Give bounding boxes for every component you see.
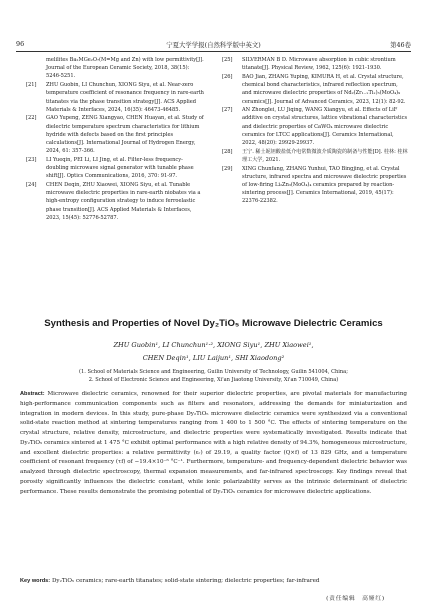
reference-text: AN Zhonglei, LU Jiqing, WANG Xiangyu, et al. Effects of LiF additive on crystal structures, lattice vibrational characteristics and dielectric properties of CaWO₄ microwave dielectric ceramics for LTCC applications[J]. Ceramics International, 2022, 48(20): 29929-29937. [242, 107, 408, 147]
reference-text: 王宁. 稀土铌钽酸盐低介电常数微波介质陶瓷的制备与性能[D]. 桂林: 桂林理工大学, 2021. [242, 148, 408, 163]
reference-number: [27] [222, 107, 233, 114]
reference-text: LI Yueqin, PEI Li, LI Jing, et al. Filter-less frequency-doubling microwave signal generator with tunable phase shift[J]. Optics Communications, 2016, 370: 91-97. [46, 156, 194, 180]
header-rule [16, 51, 411, 52]
page-number: 96 [16, 40, 25, 48]
reference-number: [24] [26, 182, 37, 189]
affiliation-1: (1. School of Materials Science and Engineering, Guilin University of Technology, Guilin 541004, China; [79, 369, 348, 375]
journal-title: 宁夏大学学报(自然科学版中英文) [166, 41, 261, 49]
references-left-column [26, 56, 204, 223]
reference-number: [25] [222, 57, 233, 63]
reference-number: [29] [222, 165, 233, 172]
reference-text: ZHU Guobin, LI Chunchun, XIONG Siyu, et al. Near-zero temperature coefficient of resonance frequency in rare-earth titanates via the phase transition strategy[J]. ACS Applied Materials & Interfaces, 2024, 16(35): 46473-46485. [46, 82, 204, 113]
reference-number: [23] [26, 156, 37, 163]
abstract [20, 390, 407, 497]
reference-entry [222, 165, 408, 206]
reference-text: XING Chunfang, ZHANG Yunhui, TAO Bingjing, et al. Crystal structure, infrared spectra and microwave dielectric properties of low-firing Li₂Zn₃(MoO₄)₄ ceramics prepared by reaction-sintering process[J]. Ceramics International, 2019, 45(17): 22376-22382. [242, 165, 407, 205]
reference-text: SILVERMAN B D. Microwave absorption in cubic strontium titanate[J]. Physical Review, 1962, 125(6): 1921-1930. [242, 57, 396, 72]
affiliations [16, 368, 411, 385]
reference-number: [28] [222, 148, 233, 155]
keywords [20, 577, 407, 586]
reference-entry [222, 148, 408, 164]
reference-text: CHEN Deqin, ZHU Xiaowei, XIONG Siyu, et al. Tunable microwave dielectric properties in rare-earth niobates via a high-entropy configuration strategy to induce ferroelastic phase transition[J]. ACS Applied Materials & Interfaces, 2023, 15(45): 52776-52787. [46, 182, 201, 221]
abstract-text: Microwave dielectric ceramics, renowned for their superior dielectric properties, are pivotal materials for manufacturing high-performance communication components such as filters and resonators, addressing the demands for miniaturization and integration in modern devices. In this study, pure-phase Dy₂TiO₅ microwave dielectric ceramics were synthesized via a conventional solid-state reaction method at sintering temperatures ranging from 1 400 to 1 500 °C. The effects of sintering temperature on the crystal structure, relative density, microstructure, and dielectric properties were systematically investigated. Results indicate that Dy₂TiO₅ ceramics sintered at 1 475 °C exhibit optimal performance with a high relative density of 94.3%, homogeneous microstructure, and excellent dielectric properties: a relative permittivity (εᵣ) of 29.19, a quality factor (Q×f) of 13 829 GHz, and a temperature coefficient of resonant frequency (τf) of −19.4×10⁻⁶ °C⁻¹. Furthermore, temperature- and frequency-dependent dielectric behavior was analyzed through dielectric spectroscopy, thermal expansion measurements, and far-infrared spectroscopy. Key findings reveal that porosity significantly influences the dielectric constant, while ionic polarizability serves as the intrinsic determinant of dielectric performance. These results demonstrate the promising potential of Dy₂TiO₅ ceramics for microwave dielectric applications. [20, 391, 408, 495]
reference-text: melilites Ba₂MGe₂O₇(M=Mg and Zn) with low permittivity[J]. Journal of the European Ceramic Society, 2018, 38(15): 5246-5251. [46, 57, 204, 80]
reference-entry [26, 81, 204, 114]
author-list [16, 339, 411, 364]
references-right-column [222, 56, 408, 206]
reference-entry [26, 56, 204, 81]
reference-number: [22] [26, 115, 37, 122]
keywords-label: Key words: [20, 578, 51, 584]
affiliation-2: 2. School of Electronic Science and Engineering, Xi'an Jiaotong University, Xi'an 710049, China) [88, 377, 339, 384]
authors-line-1: ZHU Guobin¹, LI Chunchun¹·², XIONG Siyu¹, ZHU Xiaowei¹, [113, 341, 314, 349]
reference-entry [26, 156, 204, 181]
reference-entry [222, 56, 408, 72]
reference-entry [222, 106, 408, 147]
abstract-label: Abstract: [20, 391, 45, 397]
reference-text: GAO Yupeng, ZENG Xiangyao, CHEN Huayan, et al. Study of dielectric temperature spectrum characteristics for lithium hydride with defects based on the first principles calculations[J]. International Journal of Hydrogen Energy, 2024, 61: 357-366. [46, 115, 204, 155]
paper-title: Synthesis and Properties of Novel Dy₂TiO₅ Microwave Dielectric Ceramics [44, 318, 383, 329]
reference-number: [21] [26, 82, 37, 89]
reference-text: BAO Jian, ZHANG Yuping, KIMURA H, et al. Crystal structure, chemical bond characteristics, infrared reflection spectrum, and microwave dielectric properties of Nd₂(Zr₁₋ₓTiₓ)₃(MoO₄)₉ ceramics[J]. Journal of Advanced Ceramics, 2023, 12(1): 82-92. [242, 73, 406, 105]
editor-note: (责任编辑 高娅红) [326, 596, 385, 602]
volume-label: 第46卷 [390, 41, 411, 49]
reference-entry [26, 181, 204, 222]
reference-entry [222, 73, 408, 106]
keywords-text: Dy₂TiO₅ ceramics; rare-earth titanates; solid-state sintering; dielectric properties; far-infrared [51, 578, 320, 584]
authors-line-2: CHEN Deqin¹, LIU Laijun¹, SHI Xiaodong² [142, 353, 285, 362]
reference-number: [26] [222, 73, 233, 80]
reference-entry [26, 114, 204, 155]
